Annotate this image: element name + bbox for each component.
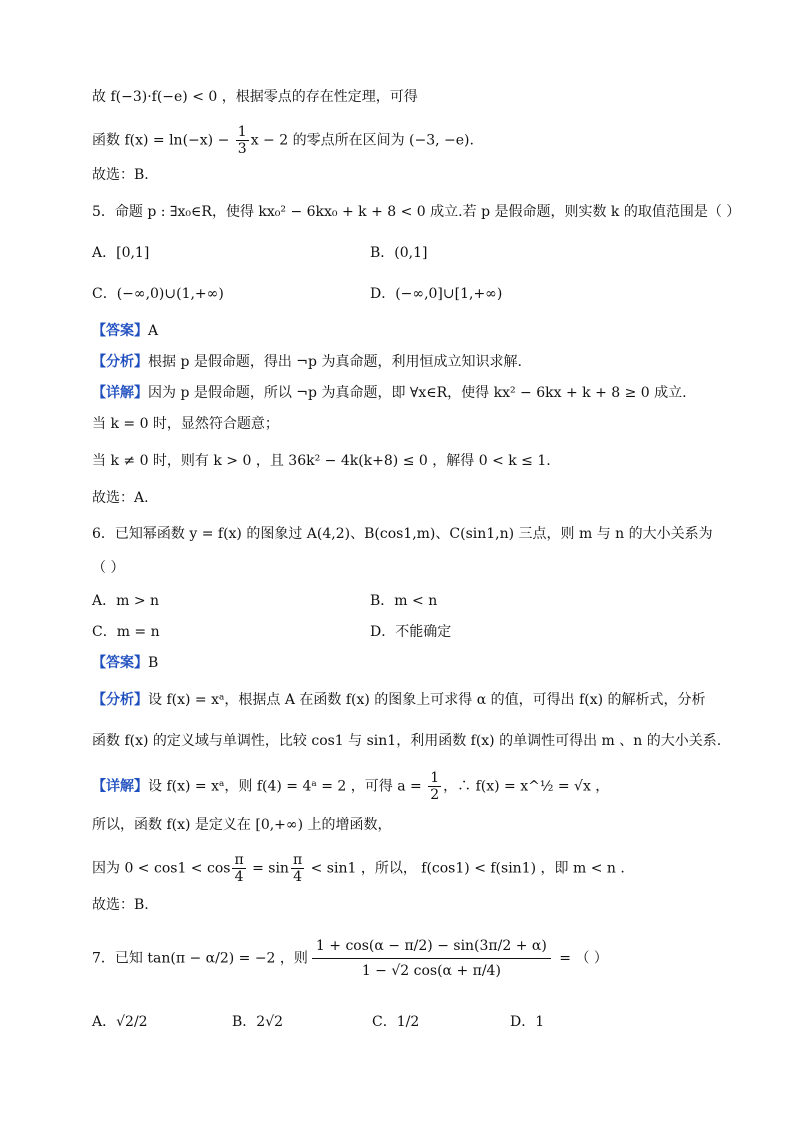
detail-line <box>92 383 687 403</box>
numerator: 1 <box>237 124 247 140</box>
option-a: A．m > n <box>92 593 160 609</box>
text-segment: x − 2 的零点所在区间为 (−3, −e). <box>250 132 474 149</box>
question-5: 5．命题 p : ∃x₀∈R，使得 kx₀² − 6kx₀ + k + 8 < 0 成立.若 p 是假命题，则实数 k 的取值范围是（ ） <box>92 204 741 220</box>
detail-text: 设 f(x) = xᵃ，则 f(4) = 4ᵃ = 2 ，可得 a = <box>148 778 427 795</box>
text-segment: < sin1 ，所以， f(cos1) < f(sin1) ，即 m < n . <box>306 860 625 877</box>
text-line: 函数 f(x) 的定义域与单调性，比较 cos1 与 sin1，利用函数 f(x) 的单调性可得出 m 、n 的大小关系. <box>92 733 722 749</box>
answer-line <box>92 321 158 341</box>
answer-tag: 【答案】 <box>92 655 148 671</box>
question-6: 6．已知幂函数 y = f(x) 的图象过 A(4,2)、B(cos1,m)、C(sin1,n) 三点，则 m 与 n 的大小关系为 <box>92 526 713 542</box>
text-line: 故 f(−3)·f(−e) < 0 ，根据零点的存在性定理，可得 <box>92 89 418 105</box>
option-c: C．m = n <box>92 624 160 640</box>
denominator: 2 <box>430 787 440 803</box>
text-segment: = sin <box>247 860 289 877</box>
text-segment: 函数 f(x) = ln(−x) − <box>92 132 234 149</box>
text-segment: 7．已知 tan <box>92 950 171 967</box>
option-d: D．不能确定 <box>370 624 452 640</box>
numerator: 1 + cos(α − π/2) − sin(3π/2 + α) <box>312 936 551 959</box>
analysis-line <box>92 690 706 710</box>
option-c: C．1/2 <box>372 1014 420 1030</box>
option-b: B．m < n <box>370 593 438 609</box>
option-c: C．(−∞,0)∪(1,+∞) <box>92 286 224 302</box>
detail-text: ，∴ f(x) = x^½ = √x ， <box>443 778 610 795</box>
option-d: D．1 <box>510 1014 545 1030</box>
fraction <box>428 770 441 803</box>
option-b: B．2√2 <box>232 1014 284 1030</box>
fraction <box>232 852 245 885</box>
fraction <box>291 852 304 885</box>
text-line: 当 k ≠ 0 时，则有 k > 0 ，且 36k² − 4k(k+8) ≤ 0 ，解得 0 < k ≤ 1. <box>92 453 551 469</box>
fraction <box>312 936 551 981</box>
fraction <box>236 124 249 157</box>
text-line: （ ） <box>92 560 125 576</box>
detail-tag: 【详解】 <box>92 778 148 795</box>
text-line <box>92 852 625 885</box>
analysis-text: 设 f(x) = xᵃ，根据点 A 在函数 f(x) 的图象上可求得 α 的值，可得出 f(x) 的解析式，分析 <box>148 692 706 708</box>
numerator: 1 <box>430 770 440 786</box>
answer-value: B <box>148 655 159 671</box>
numerator: π <box>292 852 303 868</box>
text-segment: (π − α/2) = −2 ，则 <box>170 950 308 967</box>
analysis-text: 根据 p 是假命题，得出 ¬p 为真命题，利用恒成立知识求解. <box>148 354 522 370</box>
denominator: 4 <box>234 869 244 885</box>
option-a: A．√2/2 <box>92 1014 148 1030</box>
analysis-tag: 【分析】 <box>92 354 148 370</box>
text-line <box>92 124 474 157</box>
analysis-tag: 【分析】 <box>92 692 148 708</box>
answer-line <box>92 653 158 673</box>
option-b: B．(0,1] <box>370 245 428 261</box>
numerator: π <box>234 852 244 868</box>
text-line: 当 k = 0 时，显然符合题意； <box>92 416 279 432</box>
analysis-line <box>92 352 522 372</box>
denominator: 1 − √2 cos(α + π/4) <box>361 963 501 979</box>
answer-tag: 【答案】 <box>92 323 148 339</box>
denominator: 3 <box>237 141 247 157</box>
text-segment: 因为 0 < cos1 < cos <box>92 860 231 877</box>
answer-value: A <box>148 323 159 339</box>
text-line: 故选：B. <box>92 167 149 183</box>
text-line: 故选：A. <box>92 490 149 506</box>
option-a: A．[0,1] <box>92 245 150 261</box>
detail-tag: 【详解】 <box>92 385 148 401</box>
denominator: 4 <box>293 869 303 885</box>
question-7 <box>92 936 608 981</box>
detail-line <box>92 770 609 803</box>
option-d: D．(−∞,0]∪[1,+∞) <box>370 286 503 302</box>
text-segment: = （ ） <box>554 950 608 967</box>
text-line: 故选：B. <box>92 897 149 913</box>
detail-text: 因为 p 是假命题，所以 ¬p 为真命题，即 ∀x∈R，使得 kx² − 6kx + k + 8 ≥ 0 成立. <box>148 385 687 401</box>
text-line: 所以，函数 f(x) 是定义在 [0,+∞) 上的增函数， <box>92 817 392 833</box>
